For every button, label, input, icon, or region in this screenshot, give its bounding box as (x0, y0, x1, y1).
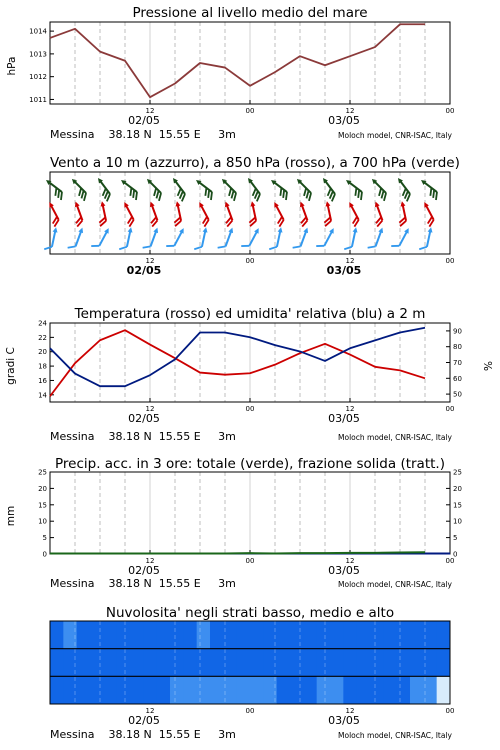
cloud-cell (90, 649, 104, 677)
wind-barb-700hpa (42, 178, 67, 200)
cloud-cell (317, 621, 331, 649)
cloud-cell (357, 621, 371, 649)
cloud-cell (250, 676, 264, 704)
cloud-cell (143, 621, 157, 649)
wind-barb-10m (368, 225, 385, 251)
wind-barb-850hpa (245, 201, 259, 226)
y2-tick-label: 70 (453, 359, 462, 367)
cloud-cell (210, 676, 224, 704)
wind-barb-850hpa (369, 201, 386, 227)
pressure-ylabel: hPa (6, 56, 18, 76)
cloud-cell (157, 676, 171, 704)
precip-total-line (50, 552, 425, 553)
pressure-chart (0, 0, 500, 145)
cloud-cell (210, 649, 224, 677)
wind-barb-700hpa (317, 177, 339, 202)
y-tick-label: 16 (38, 376, 47, 385)
cloud-cell (157, 621, 171, 649)
cloud-cell (357, 676, 371, 704)
cloud-cell (117, 649, 131, 677)
cloud-cell (170, 621, 184, 649)
wind-barb-10m (269, 226, 283, 251)
y2-tick-label: 80 (453, 343, 462, 352)
cloud-cell (370, 649, 384, 677)
y-tick-label: 20 (38, 484, 47, 493)
wind-barb-10m (91, 225, 111, 251)
wind-barb-10m (119, 226, 133, 251)
cloud-cell (143, 649, 157, 677)
cloud-cell (397, 621, 411, 649)
y-tick-label: 25 (38, 468, 47, 477)
cloud-cell (423, 676, 437, 704)
y2-tick-label: 5 (453, 534, 458, 543)
y2-tick-label: 15 (453, 501, 462, 510)
x-tick-label: 12 (145, 257, 155, 265)
y-tick-label: 22 (38, 333, 47, 342)
cloud-cell (383, 649, 397, 677)
wind-barb-10m (166, 225, 186, 251)
temp-chart (0, 300, 500, 445)
wind-barb-700hpa (117, 178, 142, 200)
wind-barb-850hpa (418, 201, 438, 227)
y-tick-label: 1011 (29, 95, 47, 104)
pressure-series-line (50, 24, 425, 97)
cloud-cell (77, 621, 91, 649)
wind-panel (0, 150, 500, 295)
wind-barb-10m (241, 225, 261, 251)
date-label: 03/05 (328, 412, 360, 425)
date-label: 02/05 (128, 412, 160, 425)
pressure-credit: Moloch model, CNR-ISAC, Italy (338, 131, 452, 140)
x-tick-label: 12 (345, 557, 355, 565)
temp-title: Temperatura (rosso) ed umidita' relativa (blu) a 2 m (74, 306, 426, 322)
cloud-cell (50, 676, 64, 704)
temp-panel (0, 300, 500, 445)
x-tick-label: 00 (445, 557, 455, 565)
wind-barb-850hpa (268, 201, 288, 227)
temp-credit: Moloch model, CNR-ISAC, Italy (338, 433, 452, 442)
x-tick-label: 00 (245, 557, 255, 565)
cloud-cell (50, 621, 64, 649)
cloud-cell (330, 676, 344, 704)
date-label: 03/05 (328, 714, 360, 727)
cloud-cell (303, 621, 317, 649)
rh-ylabel: % (483, 361, 495, 371)
wind-barb-700hpa (367, 177, 391, 201)
wind-barb-850hpa (395, 201, 409, 226)
cloud-cell (183, 621, 197, 649)
cloud-cell (250, 621, 264, 649)
y-tick-label: 15 (38, 501, 47, 510)
cloud-cell (370, 676, 384, 704)
cloud-cell (223, 676, 237, 704)
cloud-cell (250, 649, 264, 677)
date-label: 03/05 (328, 564, 360, 577)
wind-barb-850hpa (219, 201, 236, 227)
cloud-cell (437, 676, 451, 704)
cloud-cell (183, 649, 197, 677)
precip-panel (0, 450, 500, 595)
wind-barb-700hpa (167, 177, 189, 202)
wind-barb-700hpa (392, 177, 414, 202)
y2-tick-label: 60 (453, 374, 462, 383)
y2-tick-label: 10 (453, 517, 462, 526)
cloud-cell (410, 676, 424, 704)
cloud-cell (103, 649, 117, 677)
date-label: 02/05 (128, 564, 160, 577)
cloud-cell (170, 649, 184, 677)
wind-barb-700hpa (417, 178, 442, 200)
x-tick-label: 00 (245, 257, 255, 265)
wind-barb-10m (391, 225, 411, 251)
cloud-cell (197, 676, 211, 704)
x-tick-label: 00 (245, 707, 255, 715)
cloud-cell (303, 676, 317, 704)
cloud-cell (357, 649, 371, 677)
cloud-cell (130, 621, 144, 649)
cloud-cell (370, 621, 384, 649)
x-tick-label: 12 (345, 107, 355, 115)
wind-barb-10m (293, 225, 310, 251)
wind-barb-850hpa (343, 201, 363, 227)
cloud-cell (77, 649, 91, 677)
cloud-cell (223, 621, 237, 649)
wind-barb-700hpa (92, 177, 114, 202)
cloud-cell (210, 621, 224, 649)
cloud-cell (90, 621, 104, 649)
x-tick-label: 00 (445, 405, 455, 413)
temp-ylabel: gradi C (5, 347, 17, 385)
y2-tick-label: 50 (453, 390, 462, 399)
location-lat: 38.18 N (108, 128, 152, 141)
wind-barb-700hpa (342, 178, 367, 200)
wind-barb-850hpa (170, 201, 184, 226)
cloud-cell (237, 676, 251, 704)
x-tick-label: 12 (345, 405, 355, 413)
x-tick-label: 00 (445, 707, 455, 715)
cloud-cell (290, 649, 304, 677)
precip-ylabel: mm (5, 505, 17, 527)
wind-barb-850hpa (144, 201, 161, 227)
precip-credit: Moloch model, CNR-ISAC, Italy (338, 580, 452, 589)
cloud-cell (277, 676, 291, 704)
y-tick-label: 14 (38, 391, 47, 400)
y-tick-label: 5 (42, 534, 47, 543)
x-tick-label: 00 (445, 107, 455, 115)
cloud-cell (423, 621, 437, 649)
cloud-cell (437, 621, 451, 649)
y2-tick-label: 0 (453, 550, 458, 559)
y2-tick-label: 20 (453, 484, 462, 493)
cloud-credit: Moloch model, CNR-ISAC, Italy (338, 731, 452, 740)
cloud-cell (277, 649, 291, 677)
cloud-cell (290, 621, 304, 649)
cloud-cell (397, 649, 411, 677)
precip-title: Precip. acc. in 3 ore: totale (verde), frazione solida (tratt.) (55, 456, 445, 472)
cloud-cell (330, 649, 344, 677)
location-lon: 15.55 E (158, 128, 201, 141)
cloud-cell (410, 621, 424, 649)
y-tick-label: 1012 (29, 73, 47, 82)
wind-barb-850hpa (320, 201, 334, 226)
y-tick-label: 1013 (29, 50, 47, 59)
pressure-location-info (50, 128, 236, 141)
cloud-cell (410, 649, 424, 677)
cloud-cell (237, 649, 251, 677)
y-tick-label: 0 (42, 550, 47, 559)
cloud-cell (90, 676, 104, 704)
cloud-cell (237, 621, 251, 649)
cloud-cell (103, 676, 117, 704)
location-name: Messina (50, 128, 95, 141)
cloud-cell (223, 649, 237, 677)
y2-tick-label: 25 (453, 468, 462, 477)
precip-location-info: Messina 38.18 N 15.55 E 3m (50, 577, 236, 590)
wind-chart (0, 150, 500, 295)
wind-barb-850hpa (118, 201, 138, 227)
cloud-cell (343, 676, 357, 704)
wind-barb-700hpa (192, 178, 217, 200)
cloud-location-info: Messina 38.18 N 15.55 E 3m (50, 728, 236, 741)
x-tick-label: 00 (245, 405, 255, 413)
x-tick-label: 00 (445, 257, 455, 265)
cloud-panel (0, 600, 500, 750)
cloud-cell (77, 676, 91, 704)
wind-barb-850hpa (43, 201, 63, 227)
x-tick-label: 12 (145, 557, 155, 565)
date-label: 03/05 (328, 114, 360, 127)
date-label: 02/05 (128, 714, 160, 727)
wind-barb-10m (419, 226, 433, 251)
cloud-cell (330, 621, 344, 649)
wind-barb-700hpa (67, 177, 91, 201)
cloud-cell (130, 676, 144, 704)
wind-barb-10m (218, 225, 235, 251)
cloud-cell (170, 676, 184, 704)
wind-barb-10m (143, 225, 160, 251)
cloud-cell (397, 676, 411, 704)
cloud-title: Nuvolosita' negli strati basso, medio e alto (105, 605, 395, 621)
wind-barb-10m (344, 226, 358, 251)
cloud-cell (437, 649, 451, 677)
wind-barb-10m (194, 226, 208, 251)
y-tick-label: 10 (38, 517, 47, 526)
cloud-cell (383, 621, 397, 649)
y2-tick-label: 90 (453, 327, 462, 336)
wind-barb-700hpa (292, 177, 316, 201)
y-tick-label: 1014 (29, 27, 47, 36)
wind-barb-10m (44, 226, 58, 251)
x-tick-label: 12 (145, 707, 155, 715)
wind-barb-850hpa (69, 201, 86, 227)
cloud-cell (183, 676, 197, 704)
wind-barb-10m (316, 225, 336, 251)
wind-barb-850hpa (294, 201, 311, 227)
y-tick-label: 18 (38, 362, 47, 371)
cloud-cell (303, 649, 317, 677)
cloud-cell (117, 621, 131, 649)
x-tick-label: 12 (345, 707, 355, 715)
wind-barb-700hpa (267, 178, 292, 200)
precip-chart (0, 450, 500, 595)
cloud-cell (50, 649, 64, 677)
wind-barb-850hpa (95, 201, 109, 226)
wind-barb-700hpa (242, 177, 264, 202)
cloud-cell (290, 676, 304, 704)
cloud-cell (197, 621, 211, 649)
wind-barb-700hpa (217, 177, 241, 201)
y-tick-label: 20 (38, 348, 47, 357)
x-tick-label: 12 (145, 405, 155, 413)
cloud-cell (197, 649, 211, 677)
cloud-cell (103, 621, 117, 649)
cloud-cell (317, 649, 331, 677)
temp-location-info: Messina 38.18 N 15.55 E 3m (50, 430, 236, 443)
humidity-series-line (50, 328, 425, 386)
date-label: 03/05 (326, 264, 362, 277)
cloud-cell (117, 676, 131, 704)
wind-barb-850hpa (193, 201, 213, 227)
x-tick-label: 12 (145, 107, 155, 115)
cloud-cell (157, 649, 171, 677)
wind-title: Vento a 10 m (azzurro), a 850 hPa (rosso), a 700 hPa (verde) (50, 155, 460, 171)
date-label: 02/05 (126, 264, 162, 277)
wind-barb-700hpa (142, 177, 166, 201)
date-label: 02/05 (128, 114, 160, 127)
x-tick-label: 00 (245, 107, 255, 115)
cloud-cell (383, 676, 397, 704)
cloud-cell (130, 649, 144, 677)
cloud-cell (423, 649, 437, 677)
cloud-cell (343, 649, 357, 677)
wind-barb-10m (68, 225, 85, 251)
cloud-cell (277, 621, 291, 649)
cloud-cell (343, 621, 357, 649)
y-tick-label: 24 (38, 319, 47, 328)
cloud-cell (143, 676, 157, 704)
pressure-panel (0, 0, 500, 145)
x-tick-label: 12 (345, 257, 355, 265)
cloud-cell (317, 676, 331, 704)
pressure-title: Pressione al livello medio del mare (132, 5, 368, 21)
location-alt: 3m (218, 128, 236, 141)
